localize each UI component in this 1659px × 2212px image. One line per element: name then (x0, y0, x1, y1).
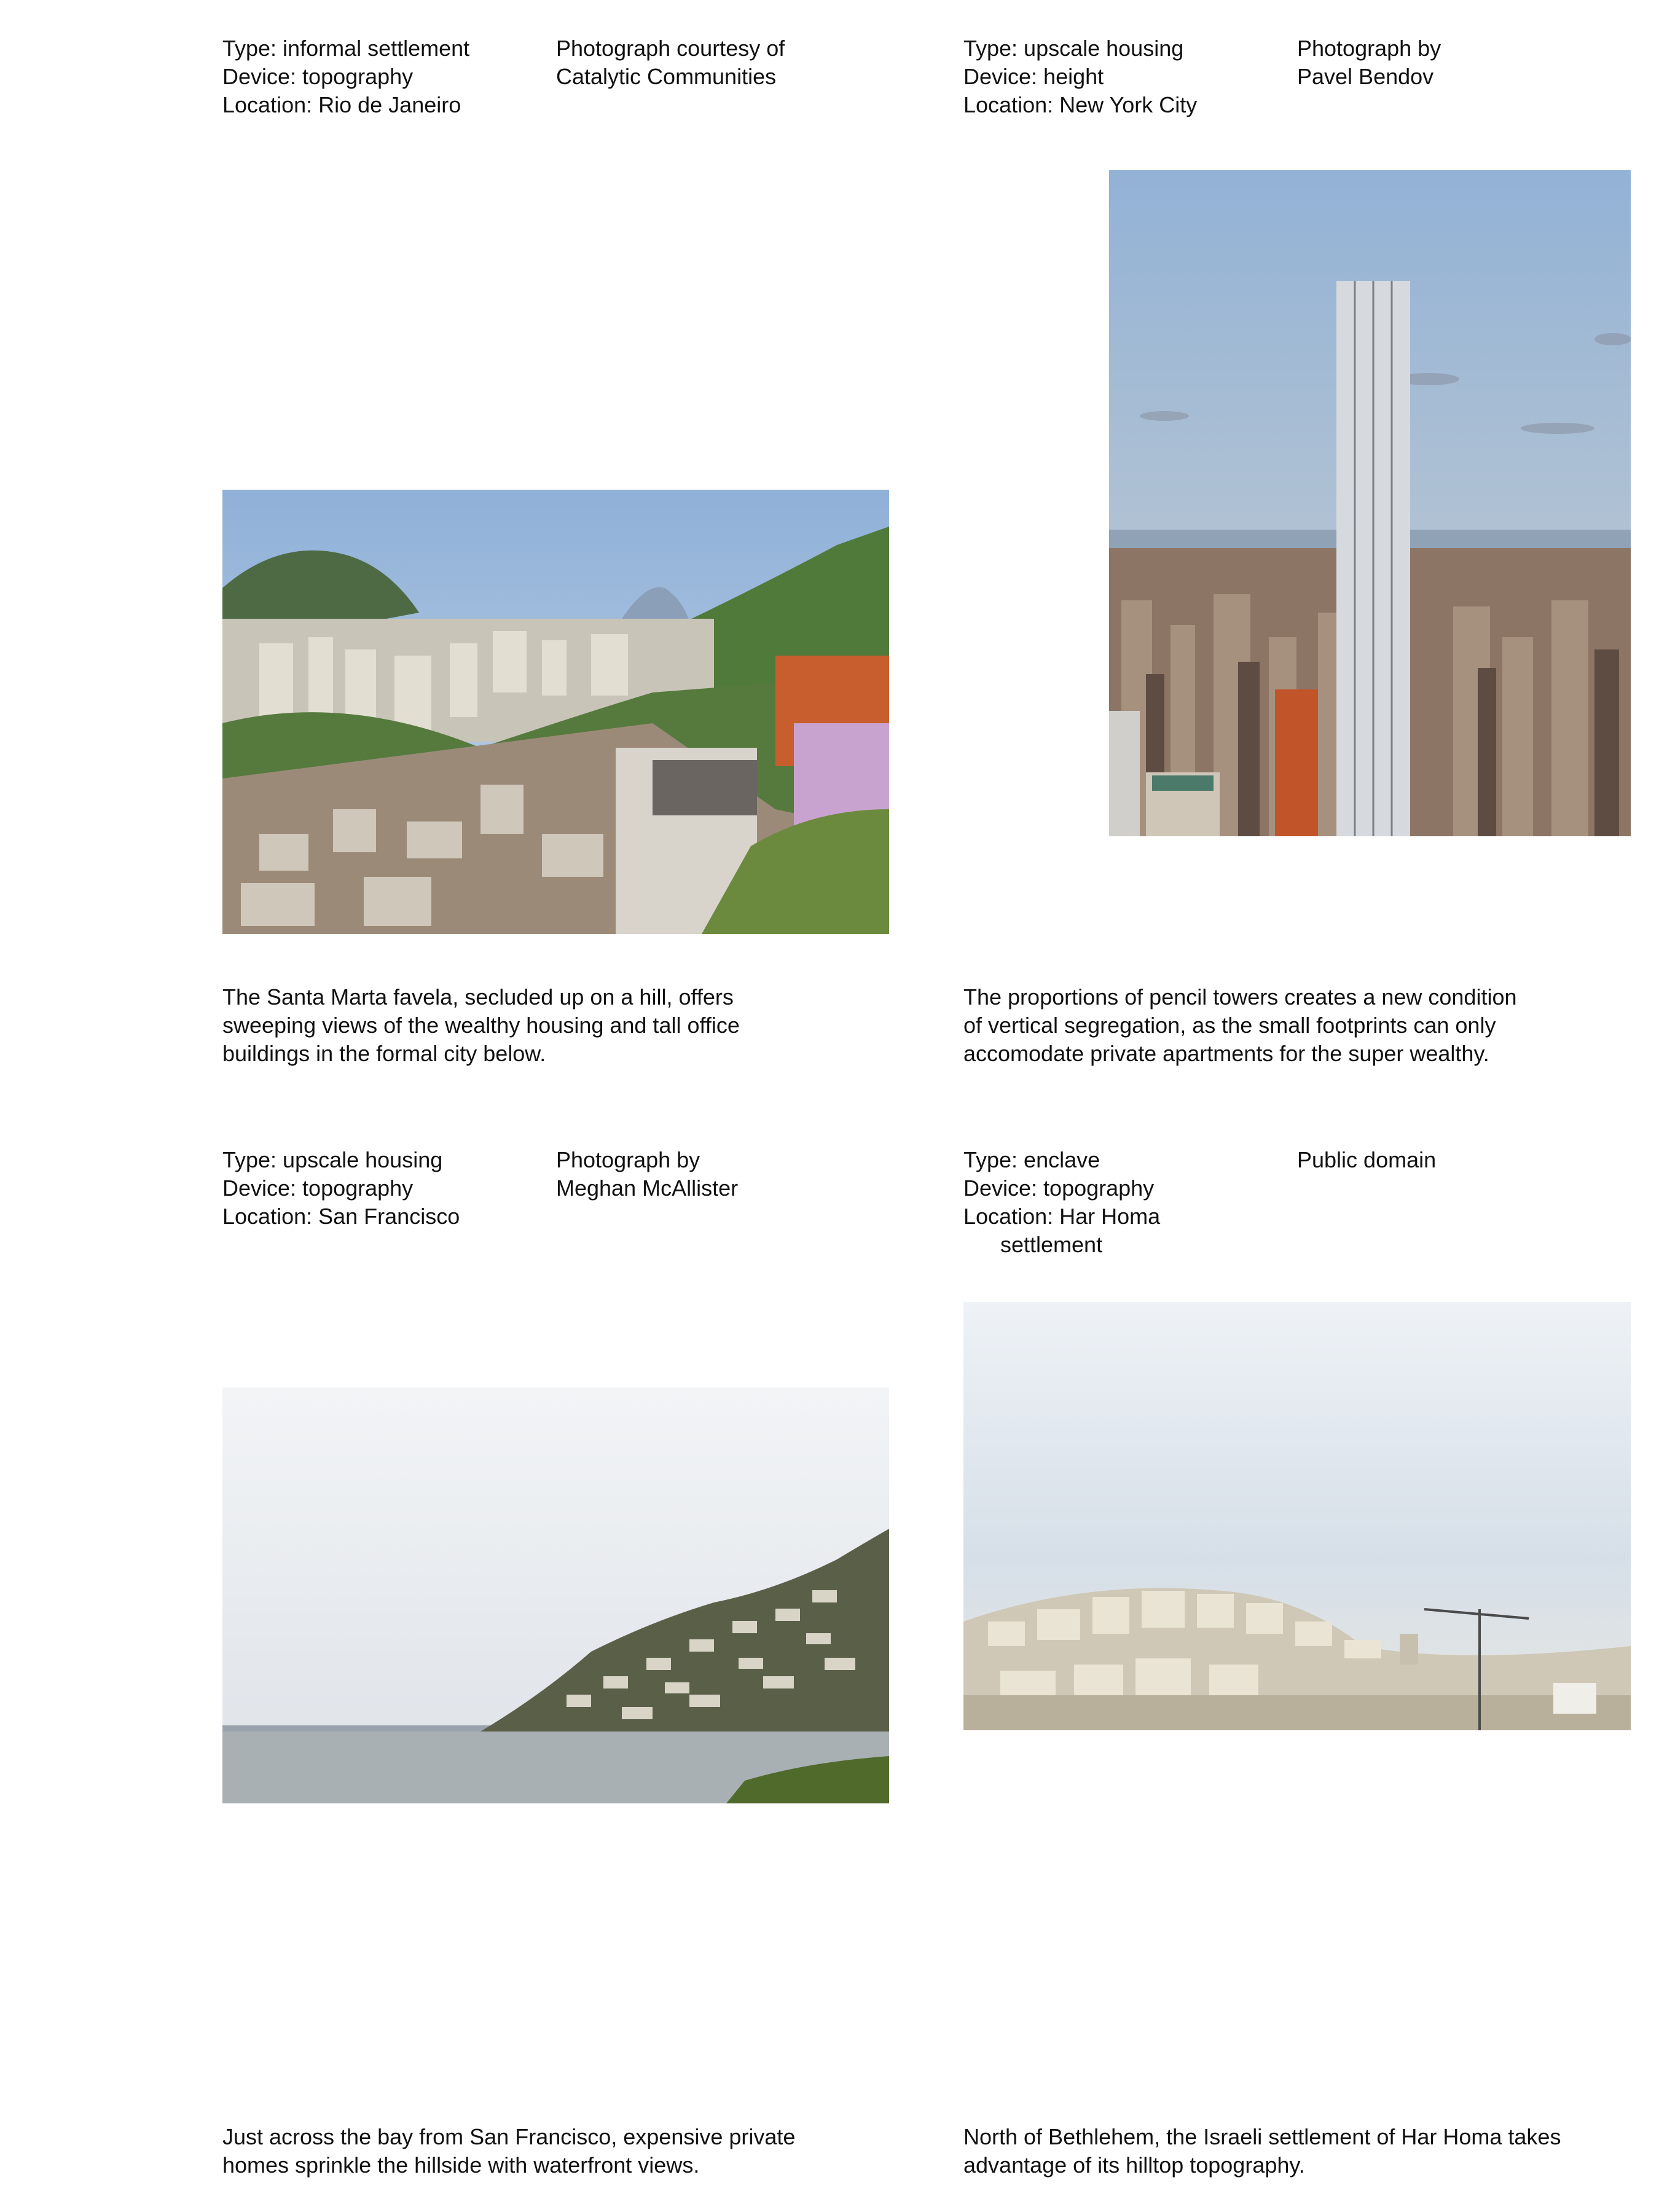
type-label: Type: upscale housing (222, 1147, 443, 1172)
photo-credit-name: Pavel Bendov (1297, 64, 1434, 89)
type-label: Type: upscale housing (963, 36, 1184, 61)
location-label-continued: settlement (1000, 1232, 1103, 1257)
photo-credit-name: Catalytic Communities (556, 64, 777, 89)
photo-credit: Photograph by (1297, 36, 1441, 61)
type-label: Type: informal settlement (222, 36, 470, 61)
device-label: Device: topography (222, 64, 414, 89)
location-label: Location: San Francisco (222, 1204, 460, 1229)
bay-hillside-photo (222, 1387, 889, 1803)
location-label: Location: Rio de Janeiro (222, 92, 461, 117)
caption: The Santa Marta favela, secluded up on a hill, offers sweeping views of the wealthy housing and tall office buildings in the formal city below. (222, 984, 740, 1066)
location-label: Location: New York City (963, 92, 1198, 117)
type-label: Type: enclave (963, 1147, 1100, 1172)
har-homa-photo (963, 1302, 1631, 1730)
device-label: Device: height (963, 64, 1104, 89)
photo-credit: Public domain (1297, 1147, 1437, 1172)
device-label: Device: topography (222, 1175, 414, 1201)
caption: The proportions of pencil towers creates a new condition of vertical segregation, as the small footprints can only accomodate private apartments for the super wealthy. (963, 984, 1517, 1066)
photo-credit: Photograph by (556, 1147, 700, 1172)
caption: Just across the bay from San Francisco, expensive private homes sprinkle the hillside with waterfront views. (222, 2124, 796, 2178)
device-label: Device: topography (963, 1175, 1155, 1201)
photo-credit: Photograph courtesy of (556, 36, 785, 61)
pencil-tower-photo (1109, 170, 1631, 836)
caption: North of Bethlehem, the Israeli settlement of Har Homa takes advantage of its hilltop topography. (963, 2124, 1561, 2178)
favela-hillside-photo (222, 490, 889, 934)
location-label: Location: Har Homa (963, 1204, 1161, 1229)
photo-credit-name: Meghan McAllister (556, 1175, 739, 1201)
